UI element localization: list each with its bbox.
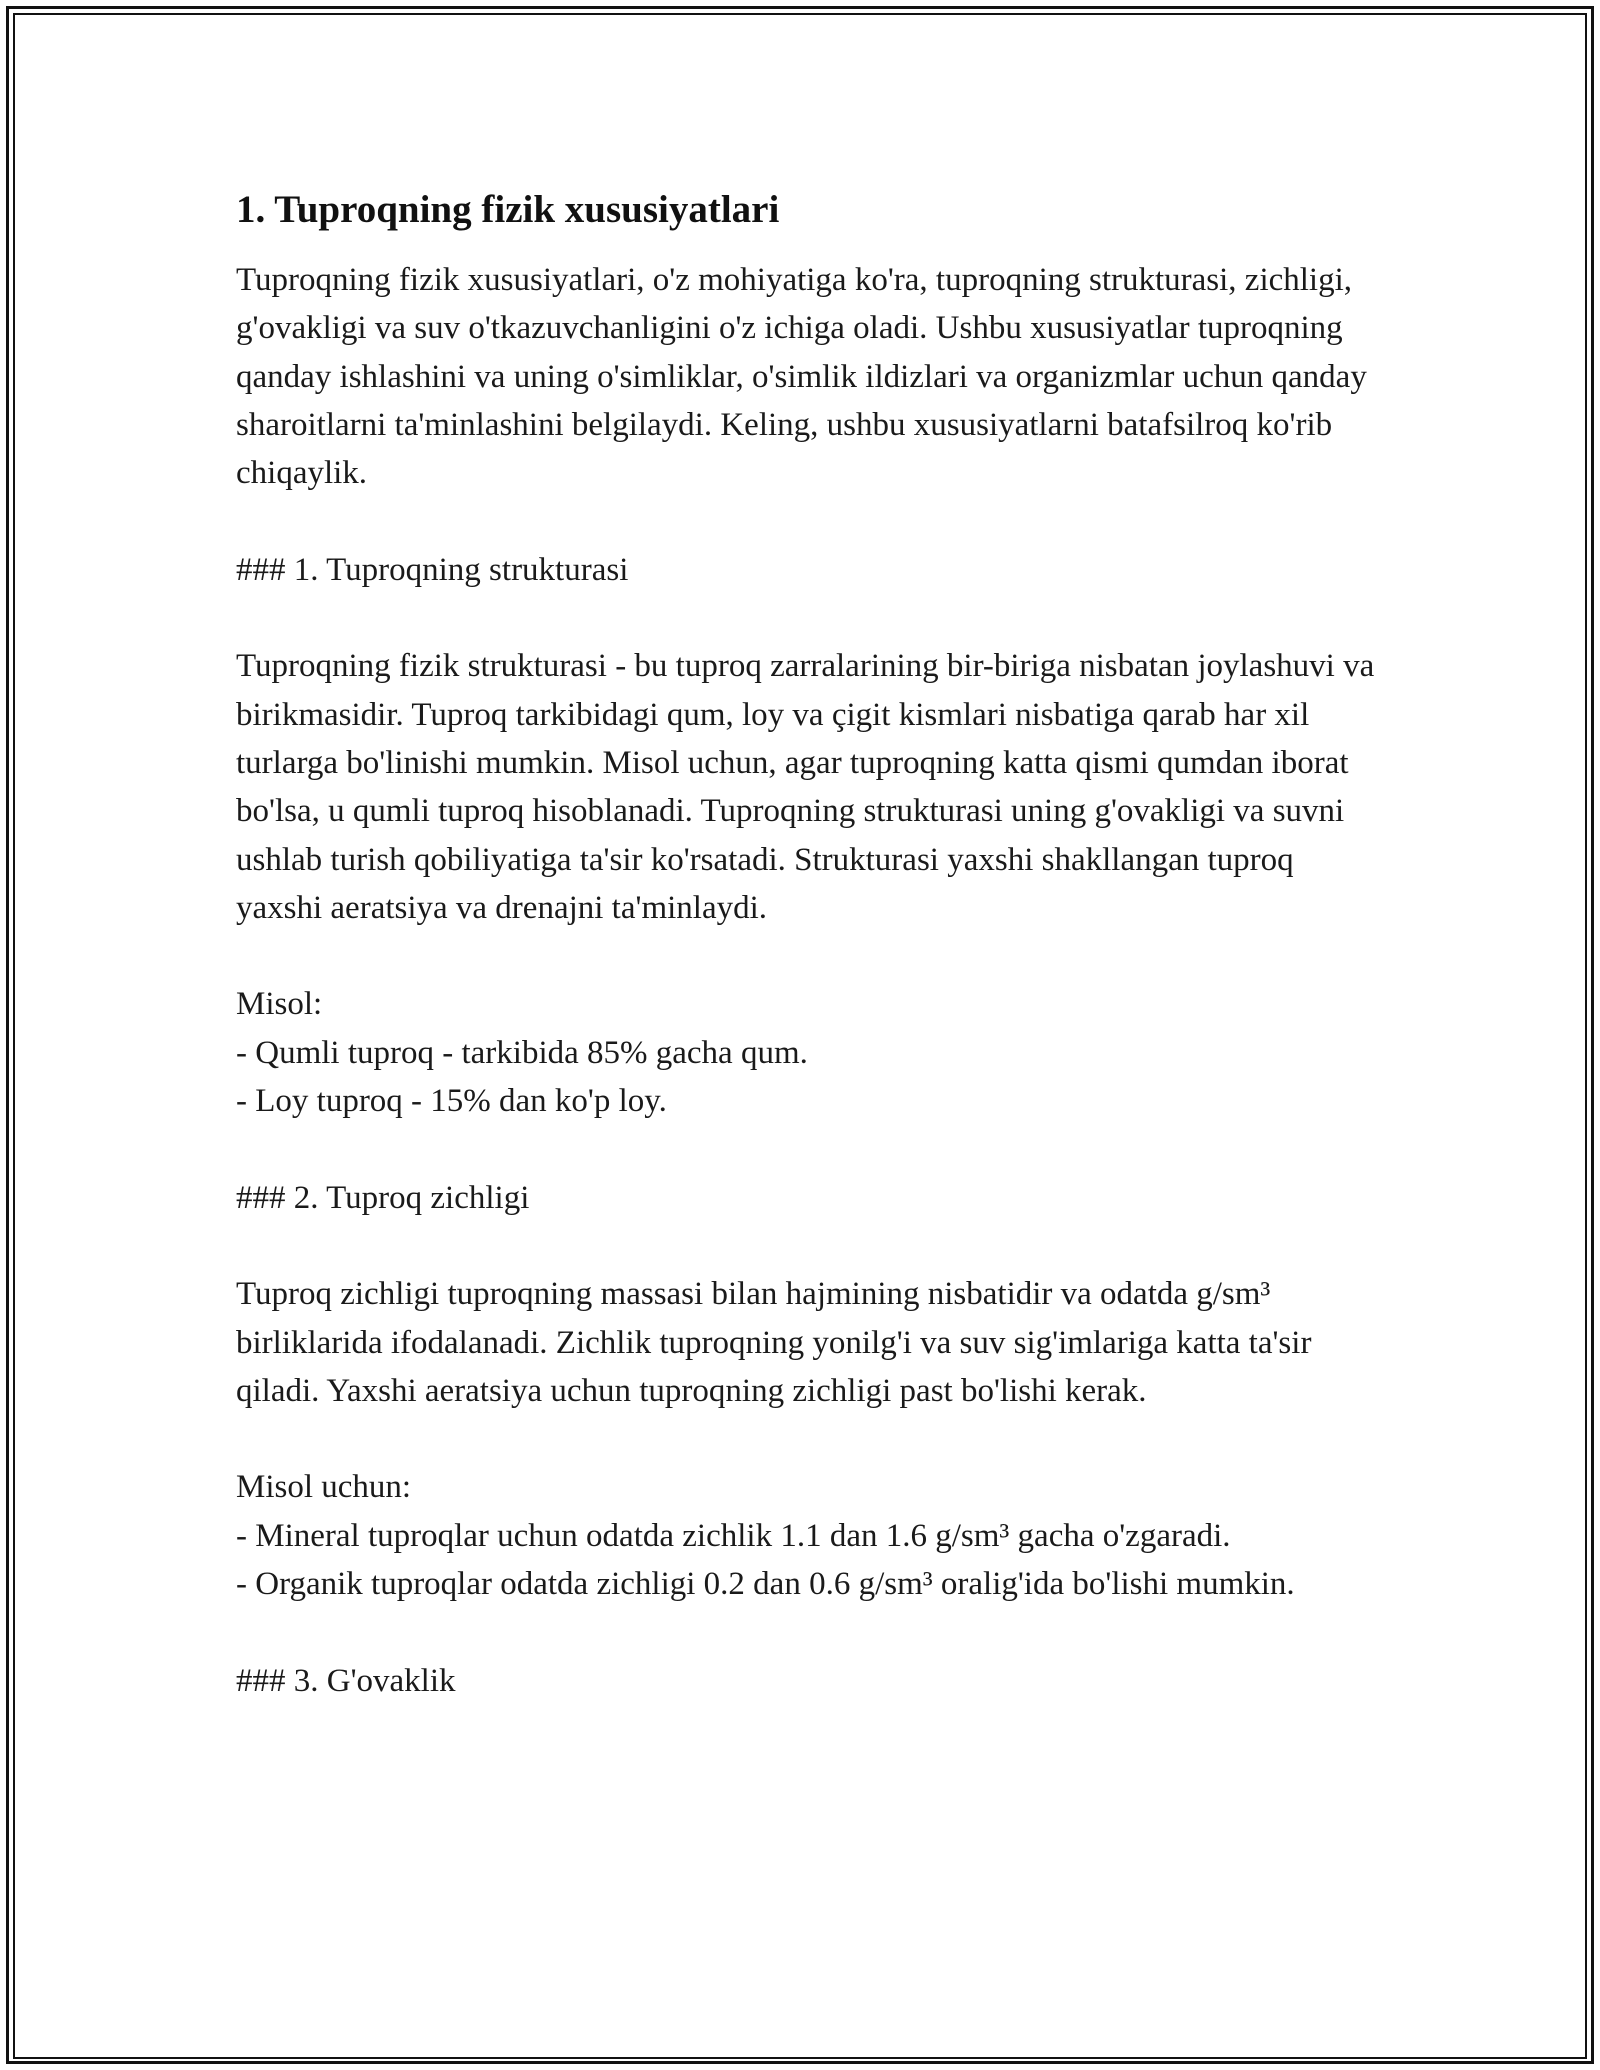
- section-1-example-label: Misol:: [236, 986, 323, 1023]
- section-1-example-item: - Qumli tuproq - tarkibida 85% gacha qum.: [236, 1034, 808, 1071]
- section-2-example-label: Misol uchun:: [236, 1469, 412, 1506]
- section-1-paragraph: Tuproqning fizik strukturasi - bu tuproq zarralarining bir-biriga nisbatan joylashuvi va birikmasidir. Tuproq tarkibidagi qum, loy va çigit kismlari nisbatiga qarab har xil turlarga bo'linishi mumkin. Misol uchun, agar tuproqning katta qismi qumdan iborat bo'lsa, u qumli tuproq hisoblanadi. Tuproqning strukturasi uning g'ovakligi va suvni ushlab turish qobiliyatiga ta'sir ko'rsatadi. Strukturasi yaxshi shakllangan tuproq yaxshi aeratsiya va drenajni ta'minlaydi.: [236, 648, 1375, 926]
- section-2-paragraph: Tuproq zichligi tuproqning massasi bilan hajmining nisbatidir va odatda g/sm³ birliklarida ifodalanadi. Zichlik tuproqning yonilg'i va suv sig'imlariga katta ta'sir qiladi. Yaxshi aeratsiya uchun tuproqning zichligi past bo'lishi kerak.: [236, 1276, 1312, 1409]
- spacer: [236, 594, 1386, 642]
- section-2-example-item: - Organik tuproqlar odatda zichligi 0.2 dan 0.6 g/sm³ oralig'ida bo'lishi mumkin.: [236, 1566, 1295, 1603]
- spacer: [236, 932, 1386, 980]
- spacer: [236, 497, 1386, 545]
- document-body: [236, 186, 1386, 1705]
- section-2-example-item: - Mineral tuproqlar uchun odatda zichlik 1.1 dan 1.6 g/sm³ gacha o'zgaradi.: [236, 1517, 1231, 1554]
- spacer: [236, 1415, 1386, 1463]
- spacer: [236, 1608, 1386, 1656]
- document-title: 1. Tuproqning fizik xususiyatlari: [236, 188, 780, 231]
- spacer: [236, 1125, 1386, 1173]
- section-1-example-item: - Loy tuproq - 15% dan ko'p loy.: [236, 1083, 667, 1120]
- section-2-heading: ### 2. Tuproq zichligi: [236, 1179, 530, 1216]
- section-1-heading: ### 1. Tuproqning strukturasi: [236, 551, 629, 588]
- intro-paragraph: Tuproqning fizik xususiyatlari, o'z mohiyatiga ko'ra, tuproqning strukturasi, zichligi, g'ovakligi va suv o'tkazuvchanligini o'z ichiga oladi. Ushbu xususiyatlar tuproqning qanday ishlashini va uning o'simliklar, o'simlik ildizlari va organizmlar uchun qanday sharoitlarni ta'minlashini belgilaydi. Keling, ushbu xususiyatlarni batafsilroq ko'rib chiqaylik.: [236, 262, 1367, 492]
- spacer: [236, 1222, 1386, 1270]
- section-3-heading: ### 3. G'ovaklik: [236, 1662, 456, 1699]
